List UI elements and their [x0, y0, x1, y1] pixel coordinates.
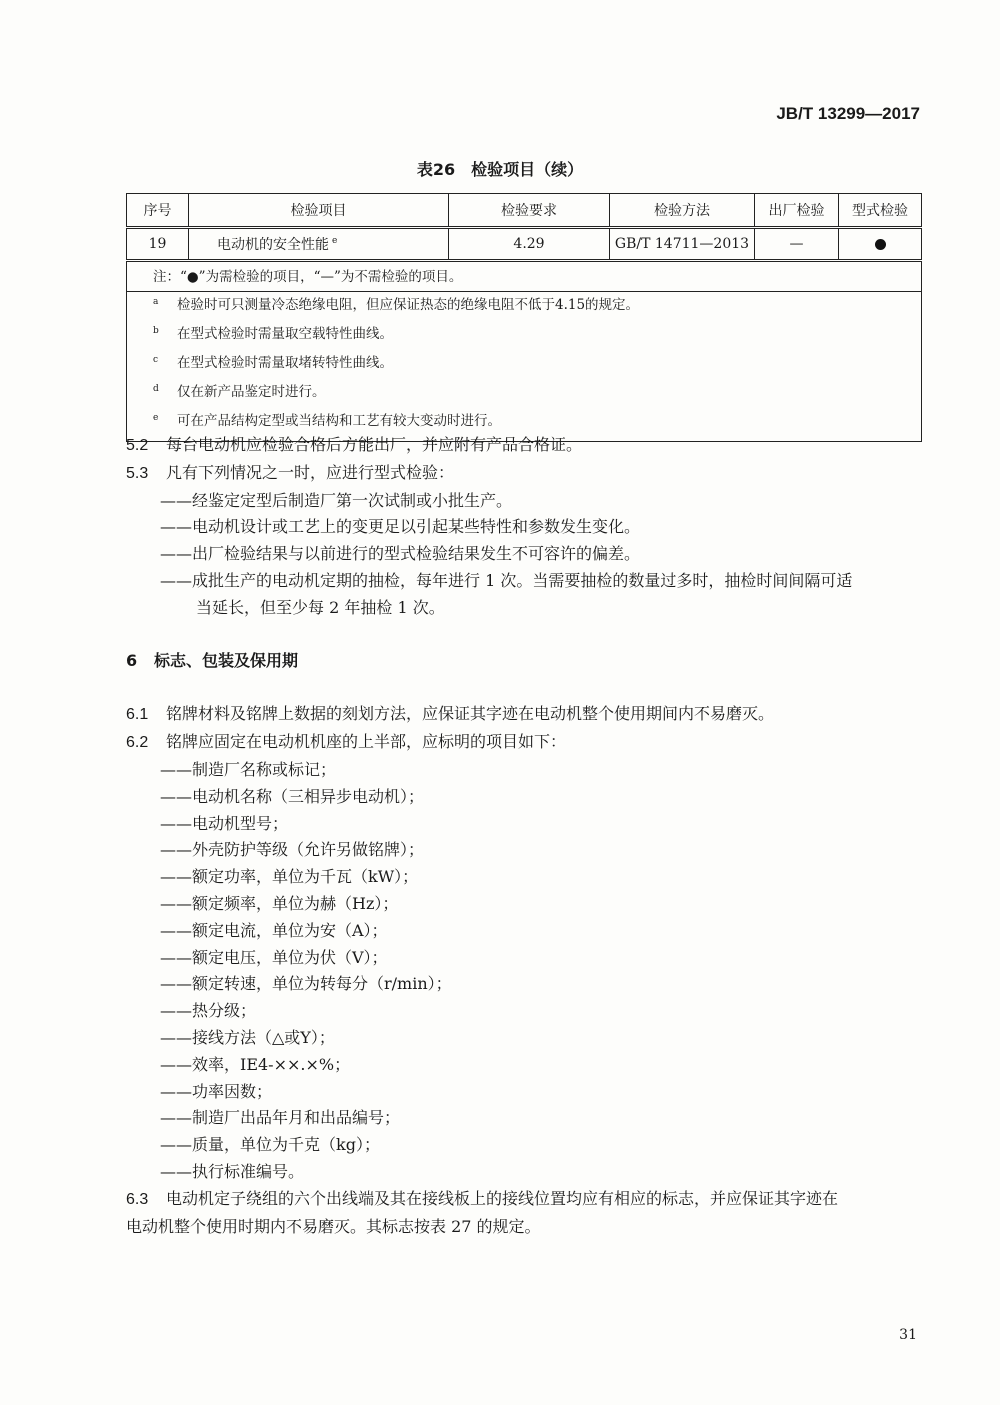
clause-number: 6.1	[126, 706, 149, 724]
list-item: ——额定电流，单位为安（A）；	[160, 920, 388, 940]
footnote-text: 检验时可只测量冷态绝缘电阻，但应保证热态的绝缘电阻不低于4.15的规定。	[177, 297, 640, 313]
clause-6-2	[126, 729, 926, 757]
list-item: ——电动机型号；	[160, 813, 289, 833]
col-header-method: 检验方法	[610, 194, 755, 228]
list-item: ——执行标准编号。	[160, 1161, 305, 1181]
clause-number: 6.2	[126, 734, 149, 752]
footnote-mark: e	[153, 413, 159, 423]
list-item: ——制造厂出品年月和出品编号；	[160, 1108, 401, 1128]
footnote	[153, 350, 913, 379]
list-item: ——质量，单位为千克（kg）；	[160, 1135, 380, 1155]
cell-type-test	[839, 228, 922, 261]
clause-text: 凡有下列情况之一时，应进行型式检验：	[166, 462, 455, 482]
table-caption: 表26 检验项目（续）	[416, 160, 584, 179]
cell-item	[189, 228, 449, 261]
clause-number: 5.3	[126, 464, 149, 482]
list-item: ——额定电压，单位为伏（V）；	[160, 947, 388, 967]
cell-requirement: 4.29	[449, 228, 610, 261]
clause-6-1	[126, 701, 926, 729]
list-item: ——出厂检验结果与以前进行的型式检验结果发生不可容许的偏差。	[160, 544, 641, 564]
list-item: ——成批生产的电动机定期的抽检，每年进行 1 次。当需要抽检的数量过多时，抽检时间间隔可适	[160, 570, 853, 590]
list-item: ——电动机设计或工艺上的变更足以引起某些特性和参数发生变化。	[160, 517, 641, 537]
table-note: 注：“●”为需检验的项目，“—”为不需检验的项目。	[127, 264, 921, 292]
page-number: 31	[899, 1327, 917, 1343]
clause-number: 6.3	[126, 1190, 149, 1208]
cell-no: 19	[127, 228, 189, 261]
list-item: ——额定功率，单位为千瓦（kW）；	[160, 867, 419, 887]
footnote-text: 在型式检验时需量取堵转特性曲线。	[177, 355, 393, 371]
clause-6-3	[126, 1186, 926, 1214]
footnote-mark: a	[153, 297, 159, 307]
footnote	[153, 292, 913, 321]
col-header-factory-test: 出厂检验	[755, 194, 839, 228]
cell-item-footnote-mark: e	[332, 236, 338, 246]
list-item: ——电动机名称（三相异步电动机）；	[160, 786, 425, 806]
section-number: 6	[126, 650, 138, 670]
footnote-mark: c	[153, 355, 159, 365]
section-6-title	[126, 648, 926, 675]
col-header-requirement: 检验要求	[449, 194, 610, 228]
cell-factory-test: —	[755, 228, 839, 261]
cell-method: GB/T 14711—2013	[610, 228, 755, 261]
inspection-table	[126, 193, 922, 442]
clause-5-2	[126, 432, 926, 460]
footnote-text: 仅在新产品鉴定时进行。	[177, 384, 326, 400]
col-header-no: 序号	[127, 194, 189, 228]
list-item: ——额定转速，单位为转每分（r/min）；	[160, 974, 452, 994]
clause-text: 铭牌应固定在电动机机座的上半部，应标明的项目如下：	[166, 732, 567, 752]
clause-6-3-continuation: 电动机整个使用时期内不易磨灭。其标志按表 27 的规定。	[126, 1216, 541, 1236]
footnote	[153, 321, 913, 350]
footnote-mark: d	[153, 384, 159, 394]
list-item: ——外壳防护等级（允许另做铭牌）；	[160, 840, 425, 860]
footnote-mark: b	[153, 326, 159, 336]
document-body	[126, 432, 926, 1240]
footnote	[153, 379, 913, 408]
clause-text: 电动机定子绕组的六个出线端及其在接线板上的接线位置均应有相应的标志，并应保证其字迹在	[166, 1188, 839, 1208]
list-item: ——接线方法（△或Y）；	[160, 1027, 335, 1047]
footnote-text: 可在产品结构定型或当结构和工艺有较大变动时进行。	[177, 413, 501, 429]
table-notes	[127, 261, 922, 442]
list-item: ——效率，IE4-××.×%；	[160, 1054, 351, 1074]
list-item: ——功率因数；	[160, 1081, 273, 1101]
table-notes-row	[127, 261, 922, 442]
cell-item-text: 电动机的安全性能	[217, 237, 329, 253]
col-header-item: 检验项目	[189, 194, 449, 228]
footnote-text: 在型式检验时需量取空载特性曲线。	[177, 326, 393, 342]
list-item: ——额定频率，单位为赫（Hz）；	[160, 893, 399, 913]
required-dot-icon	[875, 239, 886, 250]
table-header-row	[127, 194, 922, 228]
clause-number: 5.2	[126, 437, 149, 454]
list-item: ——经鉴定定型后制造厂第一次试制或小批生产。	[160, 490, 513, 510]
section-title: 标志、包装及保用期	[154, 650, 299, 670]
list-item: ——制造厂名称或标记；	[160, 759, 337, 779]
clause-5-3	[126, 460, 926, 488]
standard-number: JB/T 13299—2017	[776, 104, 920, 123]
col-header-type-test: 型式检验	[839, 194, 922, 228]
table-row	[127, 228, 922, 261]
list-item: ——热分级；	[160, 1001, 257, 1021]
clause-text: 每台电动机应检验合格后方能出厂，并应附有产品合格证。	[166, 435, 583, 454]
list-item-continuation: 当延长，但至少每 2 年抽检 1 次。	[196, 597, 445, 617]
clause-text: 铭牌材料及铭牌上数据的刻划方法，应保证其字迹在电动机整个使用期间内不易磨灭。	[166, 704, 775, 724]
